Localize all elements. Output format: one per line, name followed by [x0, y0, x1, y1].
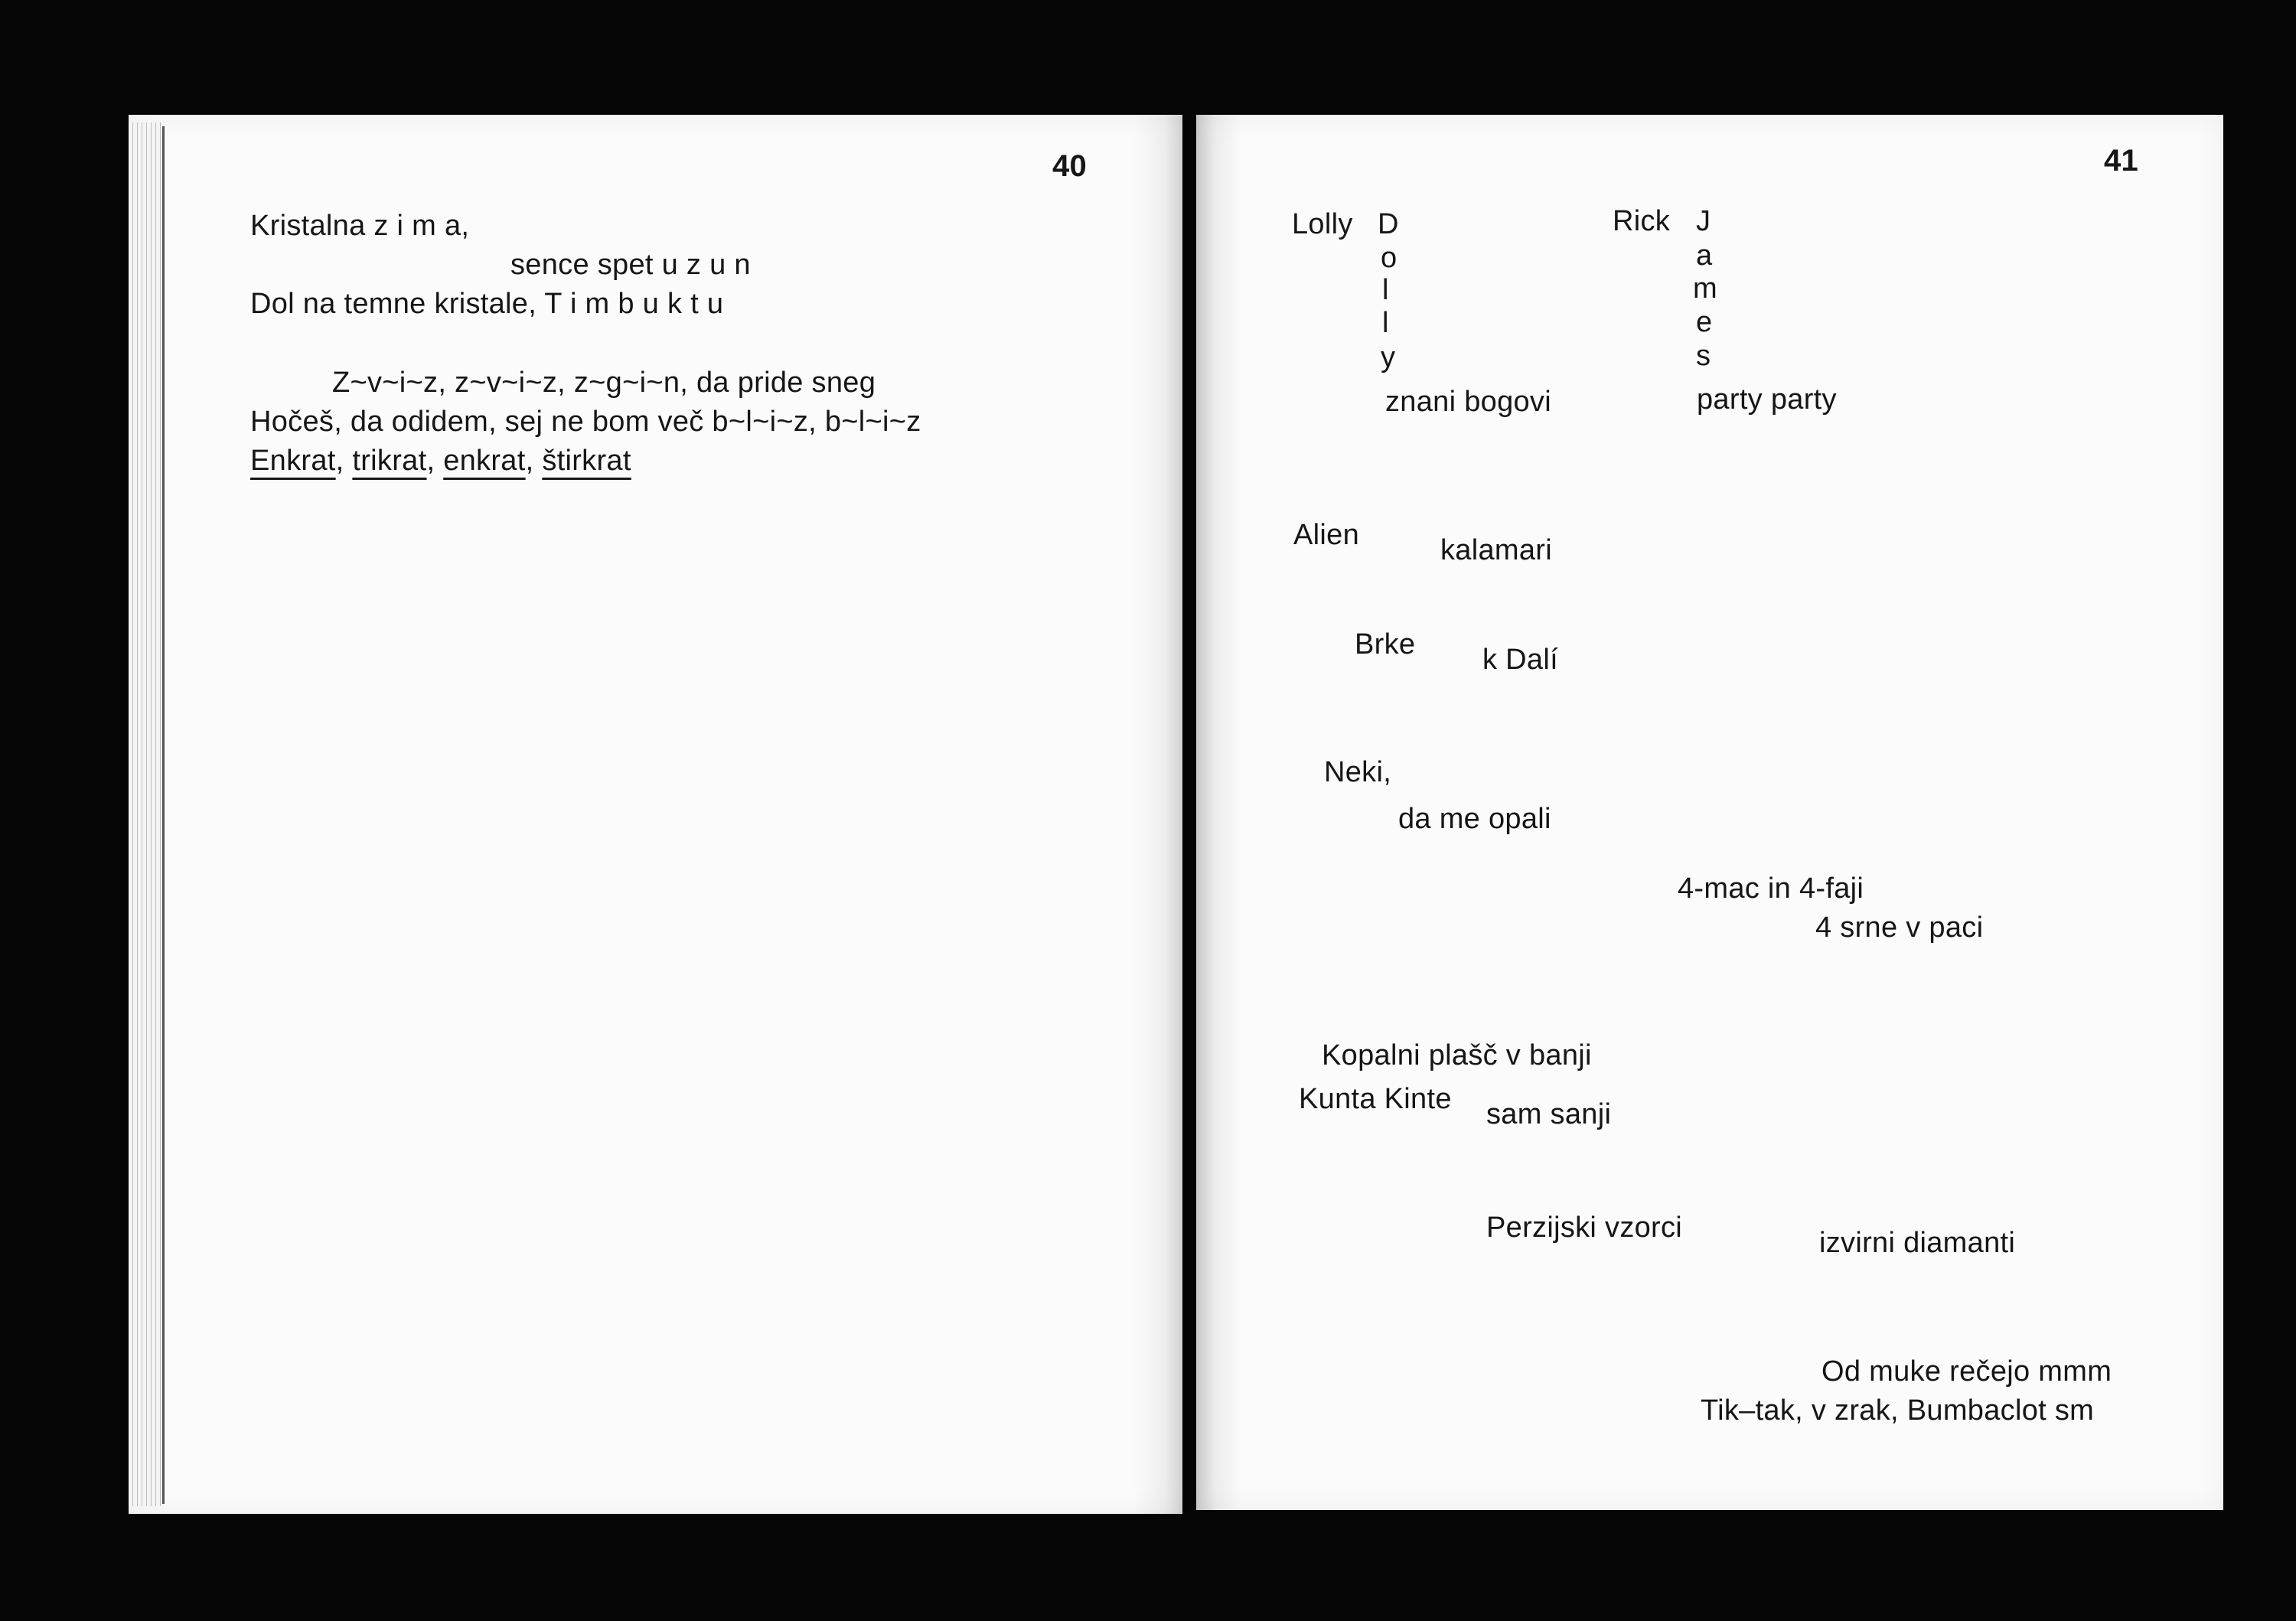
gutter-shadow-left	[1133, 115, 1186, 1514]
poem-line-1: Kristalna z i m a,	[250, 210, 470, 242]
poem-line-4: Z~v~i~z, z~v~i~z, z~g~i~n, da pride sneg	[332, 367, 876, 399]
left-page	[129, 115, 1182, 1514]
separator: ,	[335, 445, 353, 477]
vertical-letter: s	[1696, 340, 1711, 372]
vertical-letter: m	[1693, 272, 1717, 305]
word-neki: Neki,	[1324, 756, 1392, 788]
vertical-letter: o	[1381, 242, 1397, 274]
word-rick: Rick	[1613, 205, 1671, 237]
phrase-od-muke: Od muke rečejo mmm	[1821, 1355, 2112, 1388]
vertical-letter: D	[1378, 208, 1399, 240]
word-kalamari: kalamari	[1440, 534, 1552, 566]
phrase-perzijski-vzorci: Perzijski vzorci	[1486, 1212, 1683, 1244]
vertical-letter: l	[1382, 274, 1389, 306]
phrase-kopalni-plasc: Kopalni plašč v banji	[1322, 1039, 1592, 1071]
underlined-word: štirkrat	[542, 445, 631, 477]
separator: ,	[525, 445, 543, 477]
vertical-letter: e	[1696, 306, 1713, 338]
page-edge-line	[162, 126, 165, 1504]
poem-line-3: Dol na temne kristale, T i m b u k t u	[250, 288, 724, 320]
poem-line-5: Hočeš, da odidem, sej ne bom več b~l~i~z, b~l~i~z	[250, 406, 921, 438]
poem-line-2: sence spet u z u n	[510, 249, 751, 281]
word-lolly: Lolly	[1292, 208, 1353, 240]
vertical-letter: y	[1381, 341, 1396, 373]
separator: ,	[426, 445, 444, 477]
phrase-k-dali: k Dalí	[1482, 644, 1558, 676]
phrase-izvirni-diamanti: izvirni diamanti	[1819, 1227, 2016, 1259]
gutter-shadow-right	[1196, 115, 1242, 1510]
word-alien: Alien	[1293, 519, 1359, 551]
phrase-mac-faji: 4-mac in 4-faji	[1678, 872, 1864, 905]
underlined-word: Enkrat	[250, 445, 336, 477]
page-number-left: 40	[1052, 149, 1088, 183]
underlined-word: enkrat	[443, 445, 526, 477]
phrase-sam-sanji: sam sanji	[1486, 1098, 1612, 1130]
phrase-srne: 4 srne v paci	[1815, 912, 1984, 944]
word-brke: Brke	[1355, 628, 1416, 660]
phrase-kunta-kinte: Kunta Kinte	[1299, 1083, 1452, 1115]
poem-line-6	[250, 446, 631, 475]
vertical-letter: a	[1696, 240, 1713, 272]
page-edges	[129, 122, 164, 1506]
phrase-da-me-opali: da me opali	[1398, 803, 1551, 835]
vertical-letter: J	[1696, 205, 1711, 237]
page-number-right: 41	[2104, 144, 2139, 178]
phrase-party-party: party party	[1697, 383, 1837, 416]
underlined-word: trikrat	[352, 445, 427, 477]
vertical-letter: l	[1382, 307, 1389, 339]
phrase-tik-tak: Tik–tak, v zrak, Bumbaclot sm	[1701, 1394, 2095, 1427]
phrase-znani-bogovi: znani bogovi	[1385, 386, 1551, 418]
